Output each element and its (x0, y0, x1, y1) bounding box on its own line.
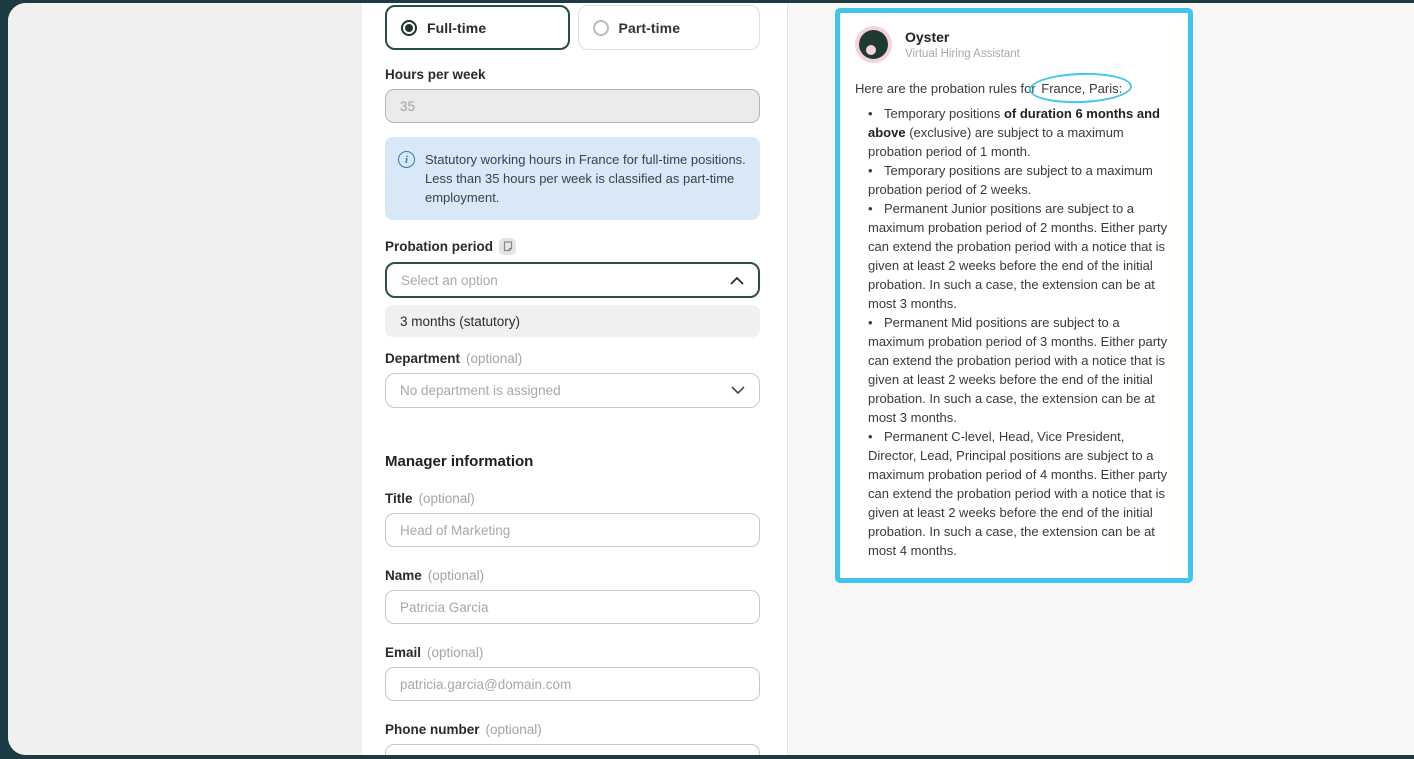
probation-dropdown-panel (385, 305, 760, 337)
assistant-subtitle: Virtual Hiring Assistant (905, 48, 1020, 60)
oyster-logo-icon (855, 26, 892, 63)
department-select-placeholder: No department is assigned (400, 383, 561, 398)
left-empty-pane (8, 3, 362, 755)
app-window (8, 3, 1414, 755)
probation-rule-item: • Permanent Mid positions are subject to a maximum probation period of 3 months. Either party can extend the probation period with a notice that is given at least 2 weeks before the end of the initial probation. In such a case, the extension can be at most 3 months. (868, 315, 1168, 425)
email-label: Email (optional) (385, 645, 484, 660)
employment-type-radio-group (385, 5, 760, 50)
probation-rule-item: • Temporary positions of duration 6 months and above (exclusive) are subject to a maximum probation period of 1 month. (868, 106, 1160, 159)
probation-rule-item: • Temporary positions are subject to a maximum probation period of 2 weeks. (868, 163, 1153, 197)
probation-rule-item: • Permanent Junior positions are subject to a maximum probation period of 2 months. Either party can extend the probation period with a notice that is given at least 2 weeks before the end of the initial probation. In such a case, the extension can be at most 3 months. (868, 201, 1168, 311)
info-icon: i (398, 151, 415, 168)
assistant-intro-line: Here are the probation rules for France, Paris: (855, 81, 1123, 96)
hours-per-week-input[interactable] (385, 89, 760, 123)
chevron-down-icon (731, 386, 745, 395)
probation-option-3-months[interactable]: 3 months (statutory) (400, 313, 521, 329)
email-field-group (385, 645, 760, 701)
chevron-up-icon (730, 276, 744, 285)
assistant-message-body (855, 79, 1172, 560)
assistant-pane (788, 3, 1414, 755)
probation-rule-item: • Permanent C-level, Head, Vice President, Director, Lead, Principal positions are subject to a maximum probation period of 4 months. Either party can extend the probation period with a notice that is given at least 2 weeks before the end of the initial probation. In such a case, the extension can be at most 4 months. (868, 429, 1168, 558)
probation-rules-list (855, 104, 1172, 560)
department-label: Department (optional) (385, 351, 523, 366)
info-text: Statutory working hours in France for full-time positions. Less than 35 hours per week is classified as part-time employment. (425, 152, 746, 205)
highlighted-location: France, Paris: (1041, 81, 1123, 96)
name-field-group (385, 568, 760, 624)
phone-field-group (385, 722, 760, 755)
radio-selected-icon (401, 20, 417, 36)
parttime-label: Part-time (618, 19, 681, 36)
parttime-radio-option[interactable] (578, 5, 761, 50)
name-label: Name (optional) (385, 568, 485, 583)
radio-unselected-icon (593, 20, 609, 36)
fulltime-radio-option[interactable] (385, 5, 570, 50)
phone-number-label: Phone number (optional) (385, 722, 542, 737)
probation-period-label: Probation period (385, 238, 760, 255)
title-label: Title (optional) (385, 491, 475, 506)
manager-information-heading: Manager information (385, 453, 534, 470)
assistant-header (855, 26, 1172, 63)
assistant-name: Oyster (905, 29, 950, 45)
department-select[interactable] (385, 373, 760, 408)
fulltime-label: Full-time (427, 19, 487, 36)
assistant-message-card (835, 8, 1193, 583)
title-input[interactable] (385, 513, 760, 547)
hours-per-week-label: Hours per week (385, 67, 486, 82)
email-input[interactable] (385, 667, 760, 701)
statutory-hours-info-box (385, 137, 760, 220)
hiring-form-column (362, 3, 787, 755)
probation-period-select[interactable] (385, 262, 760, 298)
probation-tooltip-icon[interactable] (499, 238, 516, 255)
title-field-group (385, 491, 760, 547)
probation-select-placeholder: Select an option (401, 272, 498, 288)
phone-number-input[interactable] (385, 744, 760, 755)
name-input[interactable] (385, 590, 760, 624)
